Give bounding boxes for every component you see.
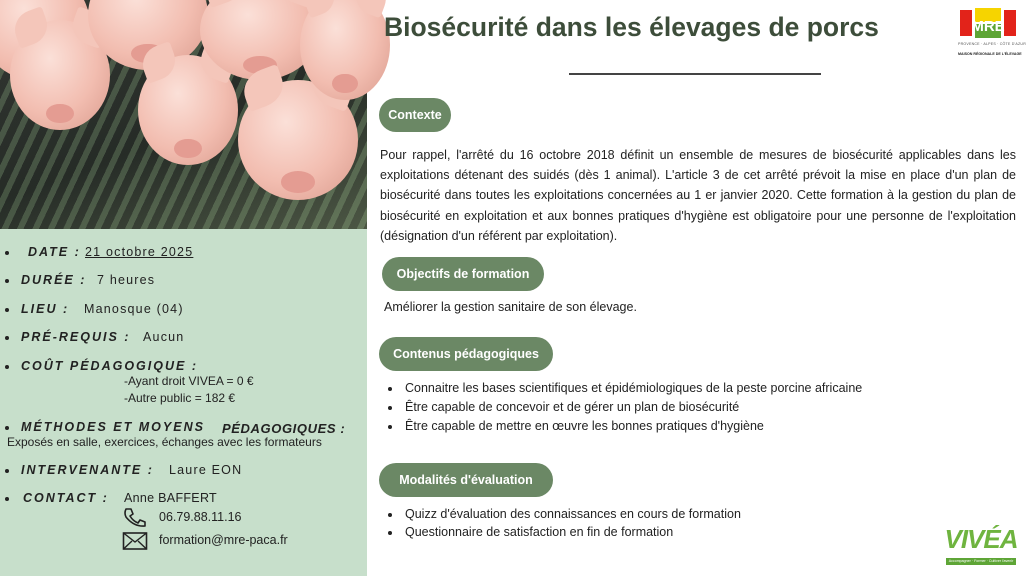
course-details	[0, 229, 367, 576]
intervenante-value: Laure EON	[169, 463, 243, 477]
date-value: 21 octobre 2025	[85, 245, 194, 259]
modalites-item: Quizz d'évaluation des connaissances en cours de formation	[389, 507, 725, 521]
mre-logo-letters: MRE	[971, 18, 1005, 35]
contenus-item: Être capable de mettre en œuvre les bonnes pratiques d'hygiène	[389, 419, 748, 433]
phone-icon	[122, 507, 148, 527]
contexte-heading: Contexte	[379, 98, 451, 132]
methodes-label-part1: MÉTHODES ET MOYENS	[21, 420, 205, 434]
cout-autre: -Autre public = 182 €	[124, 391, 236, 405]
vivea-logo-tagline: Accompagner · Former · Cultiver l'avenir	[948, 559, 1014, 563]
modalites-heading: Modalités d'évaluation	[379, 463, 553, 497]
vivea-logo-word: VIVÉA	[944, 524, 1018, 554]
left-panel	[0, 0, 367, 576]
prerequis-label: PRÉ-REQUIS :	[21, 330, 131, 344]
duree-label: DURÉE :	[21, 273, 87, 287]
prerequis-value: Aucun	[143, 330, 185, 344]
mre-logo-mark	[960, 8, 1016, 38]
envelope-icon	[122, 531, 148, 551]
mre-logo	[958, 8, 1026, 60]
methodes-value: Exposés en salle, exercices, échanges avec les formateurs	[7, 435, 322, 449]
page-title: Biosécurité dans les élevages de porcs	[384, 12, 879, 42]
intervenante-label: INTERVENANTE :	[21, 463, 154, 477]
duree-value: 7 heures	[97, 273, 156, 287]
contact-phone[interactable]: 06.79.88.11.16	[159, 510, 242, 524]
contenus-item: Connaitre les bases scientifiques et épidémiologiques de la peste porcine africaine	[389, 381, 846, 395]
methodes-label-part2: PÉDAGOGIQUES :	[222, 421, 346, 436]
date-label: DATE :	[28, 245, 81, 259]
mre-caption-name: MAISON RÉGIONALE DE L'ÉLEVAGE	[958, 52, 1022, 56]
pigs-photo	[0, 0, 367, 229]
vivea-logo	[944, 524, 1018, 570]
cout-label: COÛT PÉDAGOGIQUE :	[21, 359, 198, 373]
objectifs-text: Améliorer la gestion sanitaire de son élevage.	[384, 300, 637, 314]
lieu-label: LIEU :	[21, 302, 70, 316]
title-underline	[569, 73, 821, 75]
contenus-heading: Contenus pédagogiques	[379, 337, 553, 371]
contenus-item: Être capable de concevoir et de gérer un plan de biosécurité	[389, 400, 723, 414]
cout-vivea: -Ayant droit VIVEA = 0 €	[124, 374, 254, 388]
contact-name: Anne BAFFERT	[124, 491, 217, 505]
contact-label: CONTACT :	[23, 491, 109, 505]
contact-email[interactable]: formation@mre-paca.fr	[159, 533, 288, 547]
modalites-item: Questionnaire de satisfaction en fin de formation	[389, 525, 657, 539]
contexte-text: Pour rappel, l'arrêté du 16 octobre 2018 définit un ensemble de mesures de biosécurité applicables dans les exploitations détenant des suidés (dès 1 animal). L'article 3 de cet arrêté prévoit la mise en place d'un plan de biosécurité dans toutes les exploitations concernées au 1 er janvier 2020. Cette formation à la gestion du plan de biosécurité en exploitation et aux bonnes pratiques d'hygiène est obligatoire pour une personne de l'exploitation (désignation d'un référent par exploitation).	[380, 148, 1016, 243]
lieu-value: Manosque (04)	[84, 302, 184, 316]
objectifs-heading: Objectifs de formation	[382, 257, 544, 291]
mre-caption-region: PROVENCE · ALPES · CÔTE D'AZUR	[958, 42, 1026, 46]
